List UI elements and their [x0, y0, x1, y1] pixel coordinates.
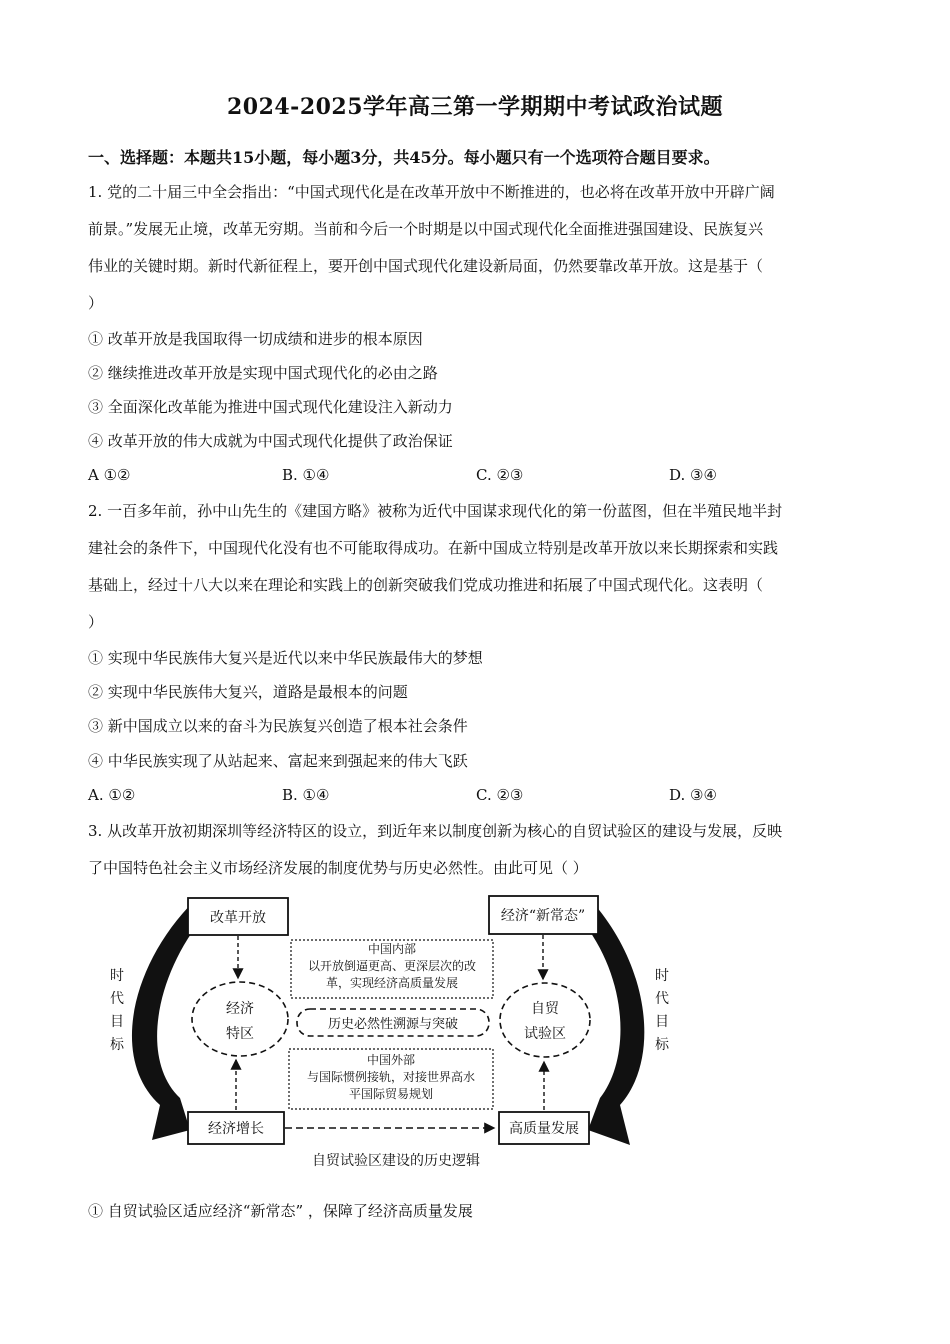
- sez-label-2: 特区: [226, 1026, 254, 1042]
- side-left-char: 目: [110, 1014, 124, 1030]
- q2-stem-line: 基础上，经过十八大以来在理论和实践上的创新突破我们党成功推进和拓展了中国式现代化。这表明（: [88, 576, 764, 594]
- q1-stem-line: 伟业的关键时期。新时代新征程上，要开创中国式现代化建设新局面，仍然要靠改革开放。这是基于（: [88, 257, 764, 275]
- q1-stem-line: 1. 党的二十届三中全会指出：“中国式现代化是在改革开放中不断推进的，也必将在改革开放中开辟广阔: [88, 183, 775, 201]
- q2-option-c[interactable]: C. ②③: [476, 786, 524, 804]
- page-title: 2024-2025学年高三第一学期期中考试政治试题: [226, 94, 724, 120]
- q2-statement: ① 实现中华民族伟大复兴是近代以来中华民族最伟大的梦想: [88, 649, 483, 667]
- q3-statement: ① 自贸试验区适应经济“新常态” ，保障了经济高质量发展: [88, 1202, 473, 1220]
- outer-line-2: 平国际贸易规划: [348, 1087, 434, 1101]
- sez-ellipse: [192, 982, 288, 1056]
- q1-option-a[interactable]: A ①②: [88, 466, 131, 484]
- inner-title: 中国内部: [367, 942, 417, 956]
- q2-statement: ③ 新中国成立以来的奋斗为民族复兴创造了根本社会条件: [88, 717, 468, 735]
- q2-stem-line: 2. 一百多年前，孙中山先生的《建国方略》被称为近代中国谋求现代化的第一份蓝图，但在半殖民地半封: [88, 502, 783, 520]
- outer-title: 中国外部: [366, 1053, 416, 1067]
- diagram-caption: 自贸试验区建设的历史逻辑: [312, 1153, 480, 1169]
- left-curved-arrow: [132, 900, 205, 1140]
- q2-statement: ④ 中华民族实现了从站起来、富起来到强起来的伟大飞跃: [88, 752, 468, 770]
- side-left-char: 时: [110, 968, 124, 984]
- section-header: 一、选择题：本题共15小题，每小题3分，共45分。每小题只有一个选项符合题目要求。: [88, 148, 720, 167]
- q1-statement: ③ 全面深化改革能为推进中国式现代化建设注入新动力: [88, 398, 453, 416]
- inner-line-1: 以开放倒逼更高、更深层次的改: [307, 959, 477, 973]
- q1-option-d[interactable]: D. ③④: [669, 466, 717, 484]
- q1-statement: ④ 改革开放的伟大成就为中国式现代化提供了政治保证: [88, 432, 453, 450]
- quality-label: 高质量发展: [509, 1121, 579, 1137]
- outer-line-1: 与国际惯例接轨，对接世界高水: [306, 1070, 476, 1084]
- side-right-char: 目: [655, 1014, 669, 1030]
- side-left-char: 标: [110, 1037, 124, 1053]
- q2-option-a[interactable]: A. ①②: [88, 786, 136, 804]
- q2-stem-line: 建社会的条件下，中国现代化没有也不可能取得成功。在新中国成立特别是改革开放以来长期探索和实践: [88, 539, 779, 557]
- q3-stem-line: 了中国特色社会主义市场经济发展的制度优势与历史必然性。由此可见（ ）: [88, 859, 588, 877]
- q1-stem-line: ）: [88, 294, 104, 312]
- q1-statement: ② 继续推进改革开放是实现中国式现代化的必由之路: [88, 364, 438, 382]
- q3-stem-line: 3. 从改革开放初期深圳等经济特区的设立，到近年来以制度创新为核心的自贸试验区的建设与发展，反映: [88, 822, 783, 840]
- side-left-char: 代: [110, 991, 124, 1007]
- ftz-ellipse: [500, 983, 590, 1057]
- q2-option-b[interactable]: B. ①④: [282, 786, 330, 804]
- q2-stem-line: ）: [88, 613, 104, 631]
- growth-label: 经济增长: [208, 1121, 264, 1137]
- q1-stem-line: 前景。”发展无止境，改革无穷期。当前和今后一个时期是以中国式现代化全面推进强国建设、民族复兴: [88, 220, 764, 238]
- q1-option-b[interactable]: B. ①④: [282, 466, 330, 484]
- side-right-char: 标: [655, 1037, 669, 1053]
- sez-label-1: 经济: [226, 1001, 254, 1017]
- q1-option-c[interactable]: C. ②③: [476, 466, 524, 484]
- side-right-char: 代: [655, 991, 669, 1007]
- inner-line-2: 革，实现经济高质量发展: [325, 976, 459, 990]
- middle-label: 历史必然性溯源与突破: [327, 1017, 459, 1032]
- q2-option-d[interactable]: D. ③④: [669, 786, 717, 804]
- new-normal-label: 经济“新常态”: [500, 908, 586, 924]
- q2-statement: ② 实现中华民族伟大复兴，道路是最根本的问题: [88, 683, 408, 701]
- side-right-char: 时: [655, 968, 669, 984]
- reform-label: 改革开放: [210, 910, 266, 926]
- ftz-label-2: 试验区: [524, 1026, 566, 1042]
- q1-statement: ① 改革开放是我国取得一切成绩和进步的根本原因: [88, 330, 423, 348]
- ftz-label-1: 自贸: [531, 1001, 559, 1017]
